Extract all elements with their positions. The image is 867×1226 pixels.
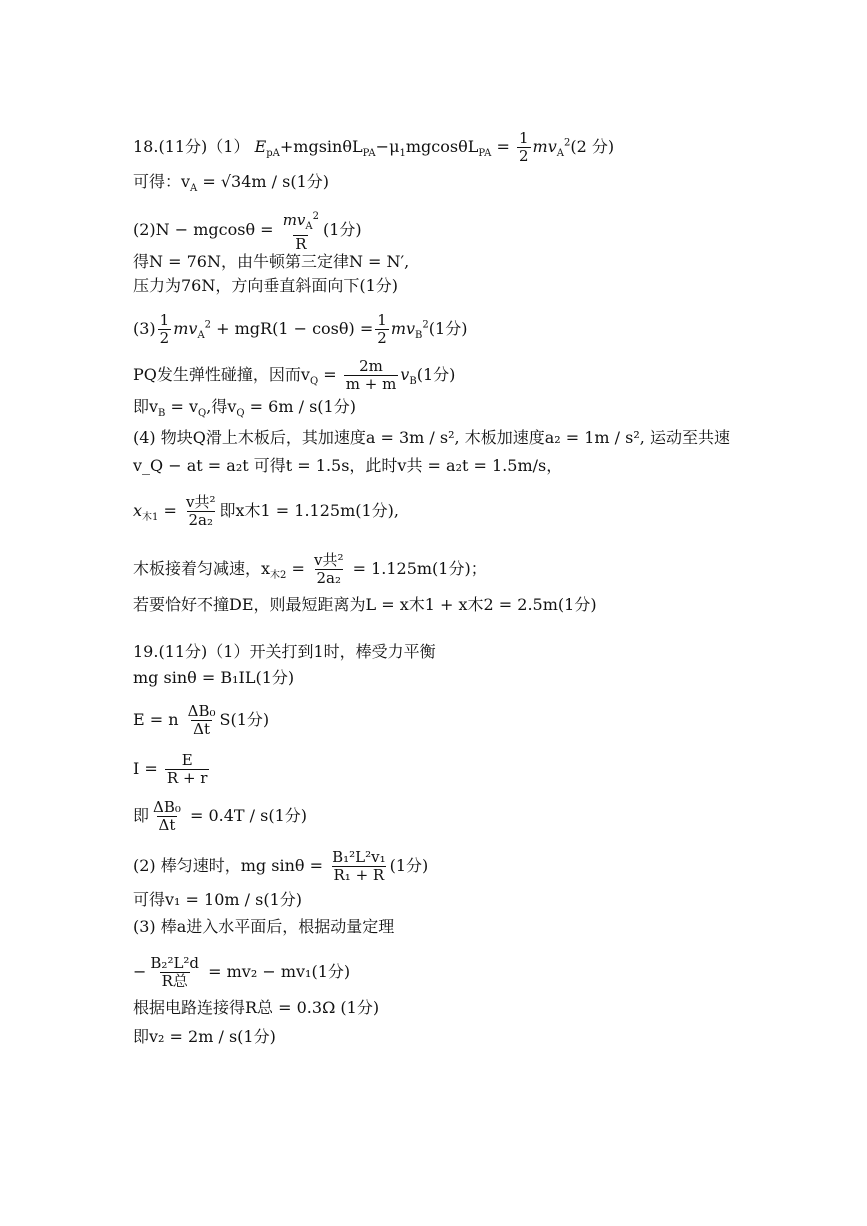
frac-num: 1 — [377, 311, 387, 329]
eq-term: x — [133, 501, 143, 520]
q18-x1 — [133, 494, 399, 529]
frac-den: m + m — [345, 375, 397, 393]
text: (2)N − mgcosθ = — [133, 220, 274, 239]
frac-num: v共² — [314, 551, 344, 569]
text: = 6m / s(1分) — [244, 397, 356, 416]
frac-num: 1 — [518, 129, 529, 147]
eq-term: mv — [532, 137, 557, 156]
q19-header: 19.(11分)（1）开关打到1时，棒受力平衡 — [133, 642, 436, 661]
eq-sub: B — [415, 330, 423, 342]
eq-sub: A — [190, 183, 198, 195]
q18-eq1 — [133, 130, 614, 165]
eq-sub: A — [197, 330, 205, 342]
eq-term: mv — [282, 211, 306, 229]
score: (1分) — [428, 319, 468, 338]
fraction — [312, 552, 346, 587]
q18-vb — [133, 397, 356, 424]
q18-pressure: 压力为76N，方向垂直斜面向下(1分) — [133, 276, 399, 295]
text: (1分) — [389, 856, 429, 875]
eq-sub: PA — [478, 148, 492, 160]
frac-den: 2a₂ — [188, 511, 213, 529]
q19-rtotal: 根据电路连接得R总 = 0.3Ω (1分) — [133, 998, 380, 1017]
q18-part4-line1: (4) 物块Q滑上木板后，其加速度a = 3m / s², 木板加速度a₂ = 1m / s², 运动至共速 — [133, 428, 730, 447]
eq-term: mv — [173, 319, 198, 338]
text: PQ发生弹性碰撞，因而v — [133, 365, 310, 384]
text: = v — [165, 397, 199, 416]
text: 即x木1 = 1.125m(1分), — [219, 501, 400, 520]
eq-sub: 木2 — [270, 570, 287, 582]
text: 可得：v — [133, 172, 191, 191]
eq-sign: = — [496, 137, 510, 156]
q19-rate — [133, 799, 307, 834]
q19-current — [133, 752, 211, 787]
fraction — [158, 312, 172, 347]
frac-den: 2 — [377, 329, 387, 347]
frac-num: 1 — [159, 311, 170, 329]
frac-den: 2 — [518, 147, 529, 165]
score: (1分) — [323, 220, 362, 239]
frac-den: 2 — [159, 329, 170, 347]
frac-den: Δt — [158, 816, 176, 834]
text: − — [133, 962, 147, 981]
text: ,得v — [206, 397, 237, 416]
q18-eq3 — [133, 312, 467, 347]
q19-v2: 即v₂ = 2m / s(1分) — [133, 1027, 276, 1046]
eq-term: mgcosθL — [405, 137, 479, 156]
q19-momentum — [133, 955, 350, 990]
q19-part2 — [133, 849, 428, 884]
q18-final: 若要恰好不撞DE，则最短距离为L = x木1 + x木2 = 2.5m(1分) — [133, 595, 597, 614]
eq-sub: Q — [236, 408, 245, 420]
fraction — [330, 849, 388, 884]
q19-emf — [133, 703, 269, 738]
eq-term: v — [400, 365, 410, 384]
eq-sub: Q — [309, 376, 319, 388]
eq-sup: 2 — [563, 137, 571, 149]
text: E = n — [133, 710, 179, 729]
eq-sub: A — [556, 148, 564, 160]
eq-sub: 1 — [399, 148, 406, 160]
text: = 1.125m(1分)； — [347, 559, 487, 578]
text: = √34m / s(1分) — [197, 172, 330, 191]
eq-sign: = — [318, 365, 337, 384]
fraction — [151, 799, 183, 834]
eq-sub: PA — [362, 148, 376, 160]
frac-den: R总 — [161, 972, 188, 990]
text: S(1分) — [219, 710, 270, 729]
text: (2) 棒匀速时，mg sinθ = — [133, 856, 324, 875]
score: (1分) — [416, 365, 456, 384]
frac-num: ΔB₀ — [153, 798, 181, 816]
frac-num: B₁²L²v₁ — [332, 848, 386, 866]
eq-sup: 2 — [422, 319, 429, 331]
eq-sub: 木1 — [142, 512, 159, 524]
fraction — [517, 130, 531, 165]
fraction — [375, 312, 389, 347]
frac-den: R + r — [166, 769, 208, 787]
text: = 0.4T / s(1分) — [184, 806, 308, 825]
frac-den: R₁ + R — [333, 866, 385, 884]
eq-sub: B — [409, 376, 417, 388]
q18-normal-force — [133, 208, 362, 253]
q19-v1: 可得v₁ = 10m / s(1分) — [133, 890, 303, 909]
text: 木板接着匀减速，x — [133, 559, 271, 578]
eq-term: E — [254, 137, 267, 156]
eq-term: mv — [390, 319, 416, 338]
q18-pq — [133, 358, 455, 393]
text: = mv₂ − mv₁(1分) — [203, 962, 351, 981]
eq-sub: Q — [198, 408, 207, 420]
frac-num: B₂²L²d — [150, 954, 200, 972]
frac-den: Δt — [193, 720, 211, 738]
fraction — [281, 208, 321, 253]
text: I = — [133, 759, 158, 778]
eq-sign: = — [286, 559, 305, 578]
q18-header: 18.(11分)（1） — [133, 137, 250, 156]
frac-num: E — [181, 751, 193, 769]
frac-den: R — [295, 235, 307, 253]
text: + mgR(1 − cosθ) = — [211, 319, 374, 338]
frac-num: 2m — [359, 357, 383, 375]
frac-num — [281, 208, 321, 235]
fraction — [148, 955, 201, 990]
eq-term: −μ — [375, 137, 400, 156]
eq-term: +mgsinθL — [279, 137, 363, 156]
eq-sub: A — [305, 221, 313, 232]
fraction — [165, 752, 210, 787]
eq-sign: = — [158, 501, 177, 520]
fraction — [186, 703, 218, 738]
q18-va — [133, 172, 329, 199]
eq-sub: B — [158, 408, 166, 420]
text: (3) — [133, 319, 156, 338]
text: 即 — [133, 806, 150, 825]
fraction — [344, 358, 399, 393]
frac-num: ΔB₀ — [187, 702, 216, 720]
frac-num: v共² — [186, 493, 216, 511]
q18-n-result: 得N = 76N，由牛顿第三定律N = N′, — [133, 252, 410, 271]
q19-eq1: mg sinθ = B₁IL(1分) — [133, 668, 295, 687]
eq-sup: 2 — [312, 211, 319, 222]
eq-sub: pA — [266, 148, 280, 160]
q18-x2 — [133, 552, 487, 587]
frac-den: 2a₂ — [316, 569, 341, 587]
q18-part4-line2: v_Q − at = a₂t 可得t = 1.5s，此时v共 = a₂t = 1.5m/s， — [133, 456, 563, 475]
q19-part3: (3) 棒a进入水平面后，根据动量定理 — [133, 917, 395, 936]
eq-sup: 2 — [204, 319, 212, 331]
score: (2 分) — [570, 137, 615, 156]
text: 即v — [133, 397, 159, 416]
fraction — [184, 494, 218, 529]
